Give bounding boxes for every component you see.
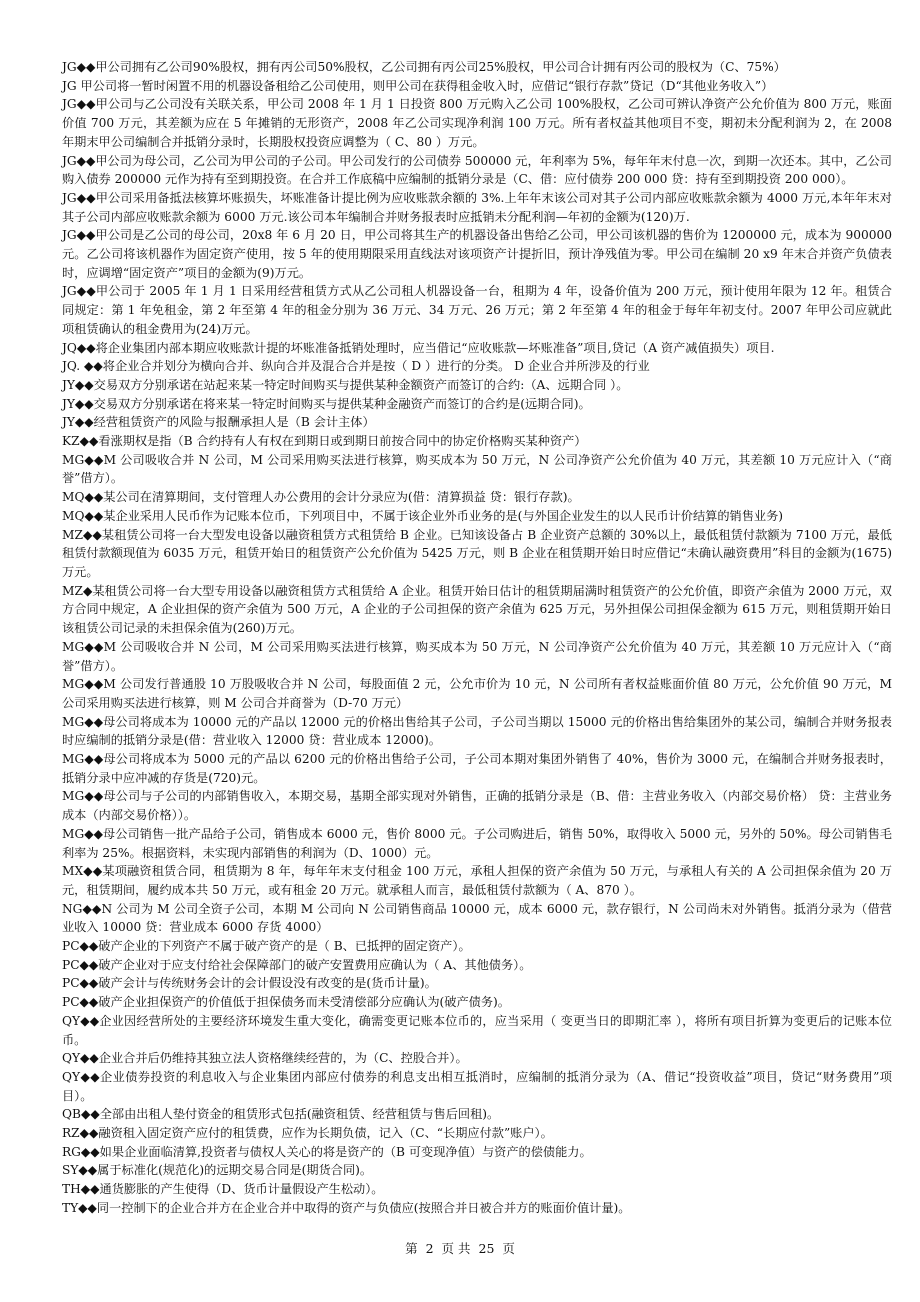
question-entry: MG◆◆M 公司吸收合并 N 公司，M 公司采用购买法进行核算，购买成本为 50 万元，N 公司净资产公允价值为 40 万元，其差额 10 万元应计入（“商誉”借方）。 bbox=[62, 452, 892, 486]
question-entry: JG◆◆甲公司为母公司，乙公司为甲公司的子公司。甲公司发行的公司债券 500000 元，年利率为 5%，每年年末付息一次，到期一次还本。其中，乙公司购入债券 200000 元作为持有至到期投资。在合并工作底稿中应编制的抵销分录是（C、借：应付债券 200 000 贷：持有至到期投资 200 000）。 bbox=[62, 153, 892, 187]
question-entry: JG 甲公司将一暂时闲置不用的机器设备租给乙公司使用，则甲公司在获得租金收入时，应借记“银行存款”贷记（D“其他业务收入”） bbox=[62, 78, 774, 93]
question-entry: JG◆◆甲公司采用备抵法核算坏账损失，坏账准备计提比例为应收账款余额的 3%.上年年末该公司对其子公司内部应收账款余额为 4000 万元,本年年末对其子公司内部应收账款余额为 6000 万元.该公司本年编制合并财务报表时应抵销未分配利润—年初的金额为(120)万. bbox=[62, 190, 892, 224]
question-entry: JG◆◆甲公司是乙公司的母公司，20x8 年 6 月 20 日，甲公司将其生产的机器设备出售给乙公司，甲公司该机器的售价为 1200000 元，成本为 900000 元。乙公司将该机器作为固定资产使用，按 5 年的使用期限采用直线法对该项资产计提折旧，预计净残值为零。甲公司在编制 20 x9 年末合并资产负债表时，应调增“固定资产”项目的金额为(9)万元。 bbox=[62, 228, 892, 280]
question-entry: MG◆◆M 公司吸收合并 N 公司，M 公司采用购买法进行核算，购买成本为 50 万元，N 公司净资产公允价值为 40 万元，其差额 10 万元应计入（“商誉”借方）。 bbox=[62, 639, 892, 673]
question-list bbox=[62, 58, 892, 1218]
question-entry: MG◆◆M 公司发行普通股 10 万股吸收合并 N 公司，每股面值 2 元，公允市价为 10 元，N 公司所有者权益账面价值 80 万元，公允价值 90 万元，M 公司采用购买法进行核算，则 M 公司合并商誉为（D-70 万元） bbox=[62, 677, 892, 710]
footer-total-pages: 25 bbox=[478, 1241, 495, 1256]
question-entry: QY◆◆企业合并后仍维持其独立法人资格继续经营的，为（C、控股合并）。 bbox=[62, 1051, 468, 1066]
question-entry: MG◆◆母公司销售一批产品给子公司，销售成本 6000 元，售价 8000 元。子公司购进后，销售 50%，取得收入 5000 元，另外的 50%。母公司销售毛利率为 25%。根据资料，未实现内部销售的利润为（D、1000）元。 bbox=[62, 826, 892, 860]
question-entry: MQ◆◆某企业采用人民币作为记账本位币，下列项目中，不属于该企业外币业务的是(与外国企业发生的以人民币计价结算的销售业务) bbox=[62, 508, 784, 523]
question-entry: PC◆◆破产企业担保资产的价值低于担保债务而未受清偿部分应确认为(破产债务)。 bbox=[62, 995, 510, 1010]
question-entry: PC◆◆破产企业的下列资产不属于破产资产的是（ B、已抵押的固定资产）。 bbox=[62, 939, 471, 954]
question-entry: JG◆◆甲公司与乙公司没有关联关系，甲公司 2008 年 1 月 1 日投资 800 万元购入乙公司 100%股权，乙公司可辨认净资产公允价值为 800 万元，账面价值 700 万元，其差额为应在 5 年摊销的无形资产，2008 年乙公司实现净利润 100 万元。所有者权益其他项目不变，期初未分配利润为 2，在 2008 年期末甲公司编制合并抵销分录时，长期股权投资应调整为（ C、80 ）万元。 bbox=[62, 97, 892, 149]
question-entry: RZ◆◆融资租入固定资产应付的租赁费，应作为长期负债，记入（C、“长期应付款”账户）。 bbox=[62, 1126, 553, 1141]
question-entry: JY◆◆经营租赁资产的风险与报酬承担人是（B 会计主体） bbox=[62, 415, 375, 430]
footer-suffix: 页 bbox=[502, 1241, 515, 1256]
question-entry: JY◆◆交易双方分别承诺在将来某一特定时间购买与提供某种金融资产而签订的合约是(远期合同)。 bbox=[62, 396, 591, 411]
question-entry: QY◆◆企业因经营所处的主要经济环境发生重大变化，确需变更记账本位币的，应当采用（ 变更当日的即期汇率 ），将所有项目折算为变更后的记账本位币。 bbox=[62, 1013, 892, 1047]
question-entry: MG◆◆母公司与子公司的内部销售收入，本期交易，基期全部实现对外销售，正确的抵销分录是（B、借：主营业务收入（内部交易价格） 贷：主营业务成本（内部交易价格））。 bbox=[62, 789, 892, 823]
question-entry: RG◆◆如果企业面临清算,投资者与债权人关心的将是资产的（B 可变现净值）与资产的偿债能力。 bbox=[62, 1144, 592, 1159]
question-entry: JQ. ◆◆将企业合并划分为横向合并、纵向合并及混合合并是按（ D ）进行的分类。 D 企业合并所涉及的行业 bbox=[62, 359, 650, 374]
page-footer bbox=[0, 1239, 920, 1257]
question-entry: JQ◆◆将企业集团内部本期应收账款计提的坏账准备抵销处理时，应当借记“应收账款—坏账准备”项目,贷记（A 资产减值损失）项目. bbox=[62, 340, 775, 355]
question-entry: PC◆◆破产会计与传统财务会计的会计假设没有改变的是(货币计量)。 bbox=[62, 976, 437, 991]
question-entry: SY◆◆属于标准化(规范化)的远期交易合同是(期货合同)。 bbox=[62, 1163, 373, 1178]
question-entry: JG◆◆甲公司于 2005 年 1 月 1 日采用经营租赁方式从乙公司租人机器设备一台，租期为 4 年，设备价值为 200 万元，预计使用年限为 12 年。租赁合同规定：第 1 年免租金，第 2 年至第 4 年的租金分别为 36 万元、34 万元、26 万元；第 2 年至第 4 年的租金于每年年初支付。2007 年甲公司应就此项租赁确认的租金费用为(24)万元。 bbox=[62, 284, 892, 336]
question-entry: NG◆◆N 公司为 M 公司全资子公司，本期 M 公司向 N 公司销售商品 10000 元，成本 6000 元，款存银行，N 公司尚未对外销售。抵消分录为（借营业收入 10000 贷：营业成本 6000 存货 4000） bbox=[62, 901, 892, 935]
footer-page-number: 2 bbox=[425, 1241, 434, 1256]
question-entry: MZ◆某租赁公司将一台大型专用设备以融资租赁方式租赁给 A 企业。租赁开始日估计的租赁期届满时租赁资产的公允价值，即资产余值为 2000 万元，双方合同中规定，A 企业担保的资产余值为 500 万元，A 企业的子公司担保的资产余值为 625 万元，另外担保公司担保金额为 615 万元，则租赁期开始日该租赁公司记录的未担保余值为(260)万元。 bbox=[62, 583, 892, 636]
question-entry: QB◆◆全部由出租人垫付资金的租赁形式包括(融资租赁、经营租赁与售后回租)。 bbox=[62, 1107, 500, 1122]
question-entry: TY◆◆同一控制下的企业合并方在企业合并中取得的资产与负债应(按照合并日被合并方的账面价值计量)。 bbox=[62, 1200, 631, 1215]
question-entry: JG◆◆甲公司拥有乙公司90%股权，拥有丙公司50%股权，乙公司拥有丙公司25%股权，甲公司合计拥有丙公司的股权为（C、75%） bbox=[62, 60, 786, 74]
footer-prefix: 第 bbox=[405, 1241, 418, 1256]
question-entry: PC◆◆破产企业对于应支付给社会保障部门的破产安置费用应确认为（ A、其他债务）。 bbox=[62, 957, 532, 972]
question-entry: JY◆◆交易双方分别承诺在站起来某一特定时间购买与提供某种金额资产而签订的合约:（A、远期合同 ）。 bbox=[62, 377, 629, 392]
question-entry: KZ◆◆看涨期权是指（B 合约持有人有权在到期日或到期日前按合同中的协定价格购买某种资产） bbox=[62, 434, 587, 449]
question-entry: MZ◆◆某租赁公司将一台大型发电设备以融资租赁方式租赁给 B 企业。已知该设备占 B 企业资产总额的 30%以上，最低租赁付款额为 7100 万元，最低租赁付款额现值为 6035 万元，租赁开始日的租赁资产公允价值为 5425 万元，则 B 企业在租赁期开始日时应借记“未确认融资费用”科目的金额为(1675)万元。 bbox=[62, 527, 892, 579]
footer-middle: 页 共 bbox=[441, 1241, 471, 1256]
question-entry: MQ◆◆某公司在清算期间，支付管理人办公费用的会计分录应为(借：清算损益 贷：银行存款)。 bbox=[62, 490, 580, 505]
question-entry: MX◆◆某项融资租赁合同，租赁期为 8 年，每年年末支付租金 100 万元，承租人担保的资产余值为 50 万元，与承租人有关的 A 公司担保余值为 20 万元，租赁期间，履约成本共 50 万元，或有租金 20 万元。就承租人而言，最低租赁付款额为（ A、870 ）。 bbox=[62, 864, 892, 897]
question-entry: MG◆◆母公司将成本为 5000 元的产品以 6200 元的价格出售给子公司，子公司本期对集团外销售了 40%，售价为 3000 元，在编制合并财务报表时，抵销分录中应冲减的存货是(720)元。 bbox=[62, 752, 892, 785]
question-entry: QY◆◆企业债券投资的利息收入与企业集团内部应付债券的利息支出相互抵消时，应编制的抵消分录为（A、借记“投资收益”项目，贷记“财务费用”项目）。 bbox=[62, 1069, 892, 1103]
question-entry: TH◆◆通货膨胀的产生使得（D、货币计量假设产生松动）。 bbox=[62, 1182, 384, 1197]
question-entry: MG◆◆母公司将成本为 10000 元的产品以 12000 元的价格出售给其子公司，子公司当期以 15000 元的价格出售给集团外的某公司，编制合并财务报表时应编制的抵销分录是(借：营业收入 12000 贷：营业成本 12000)。 bbox=[62, 714, 892, 748]
